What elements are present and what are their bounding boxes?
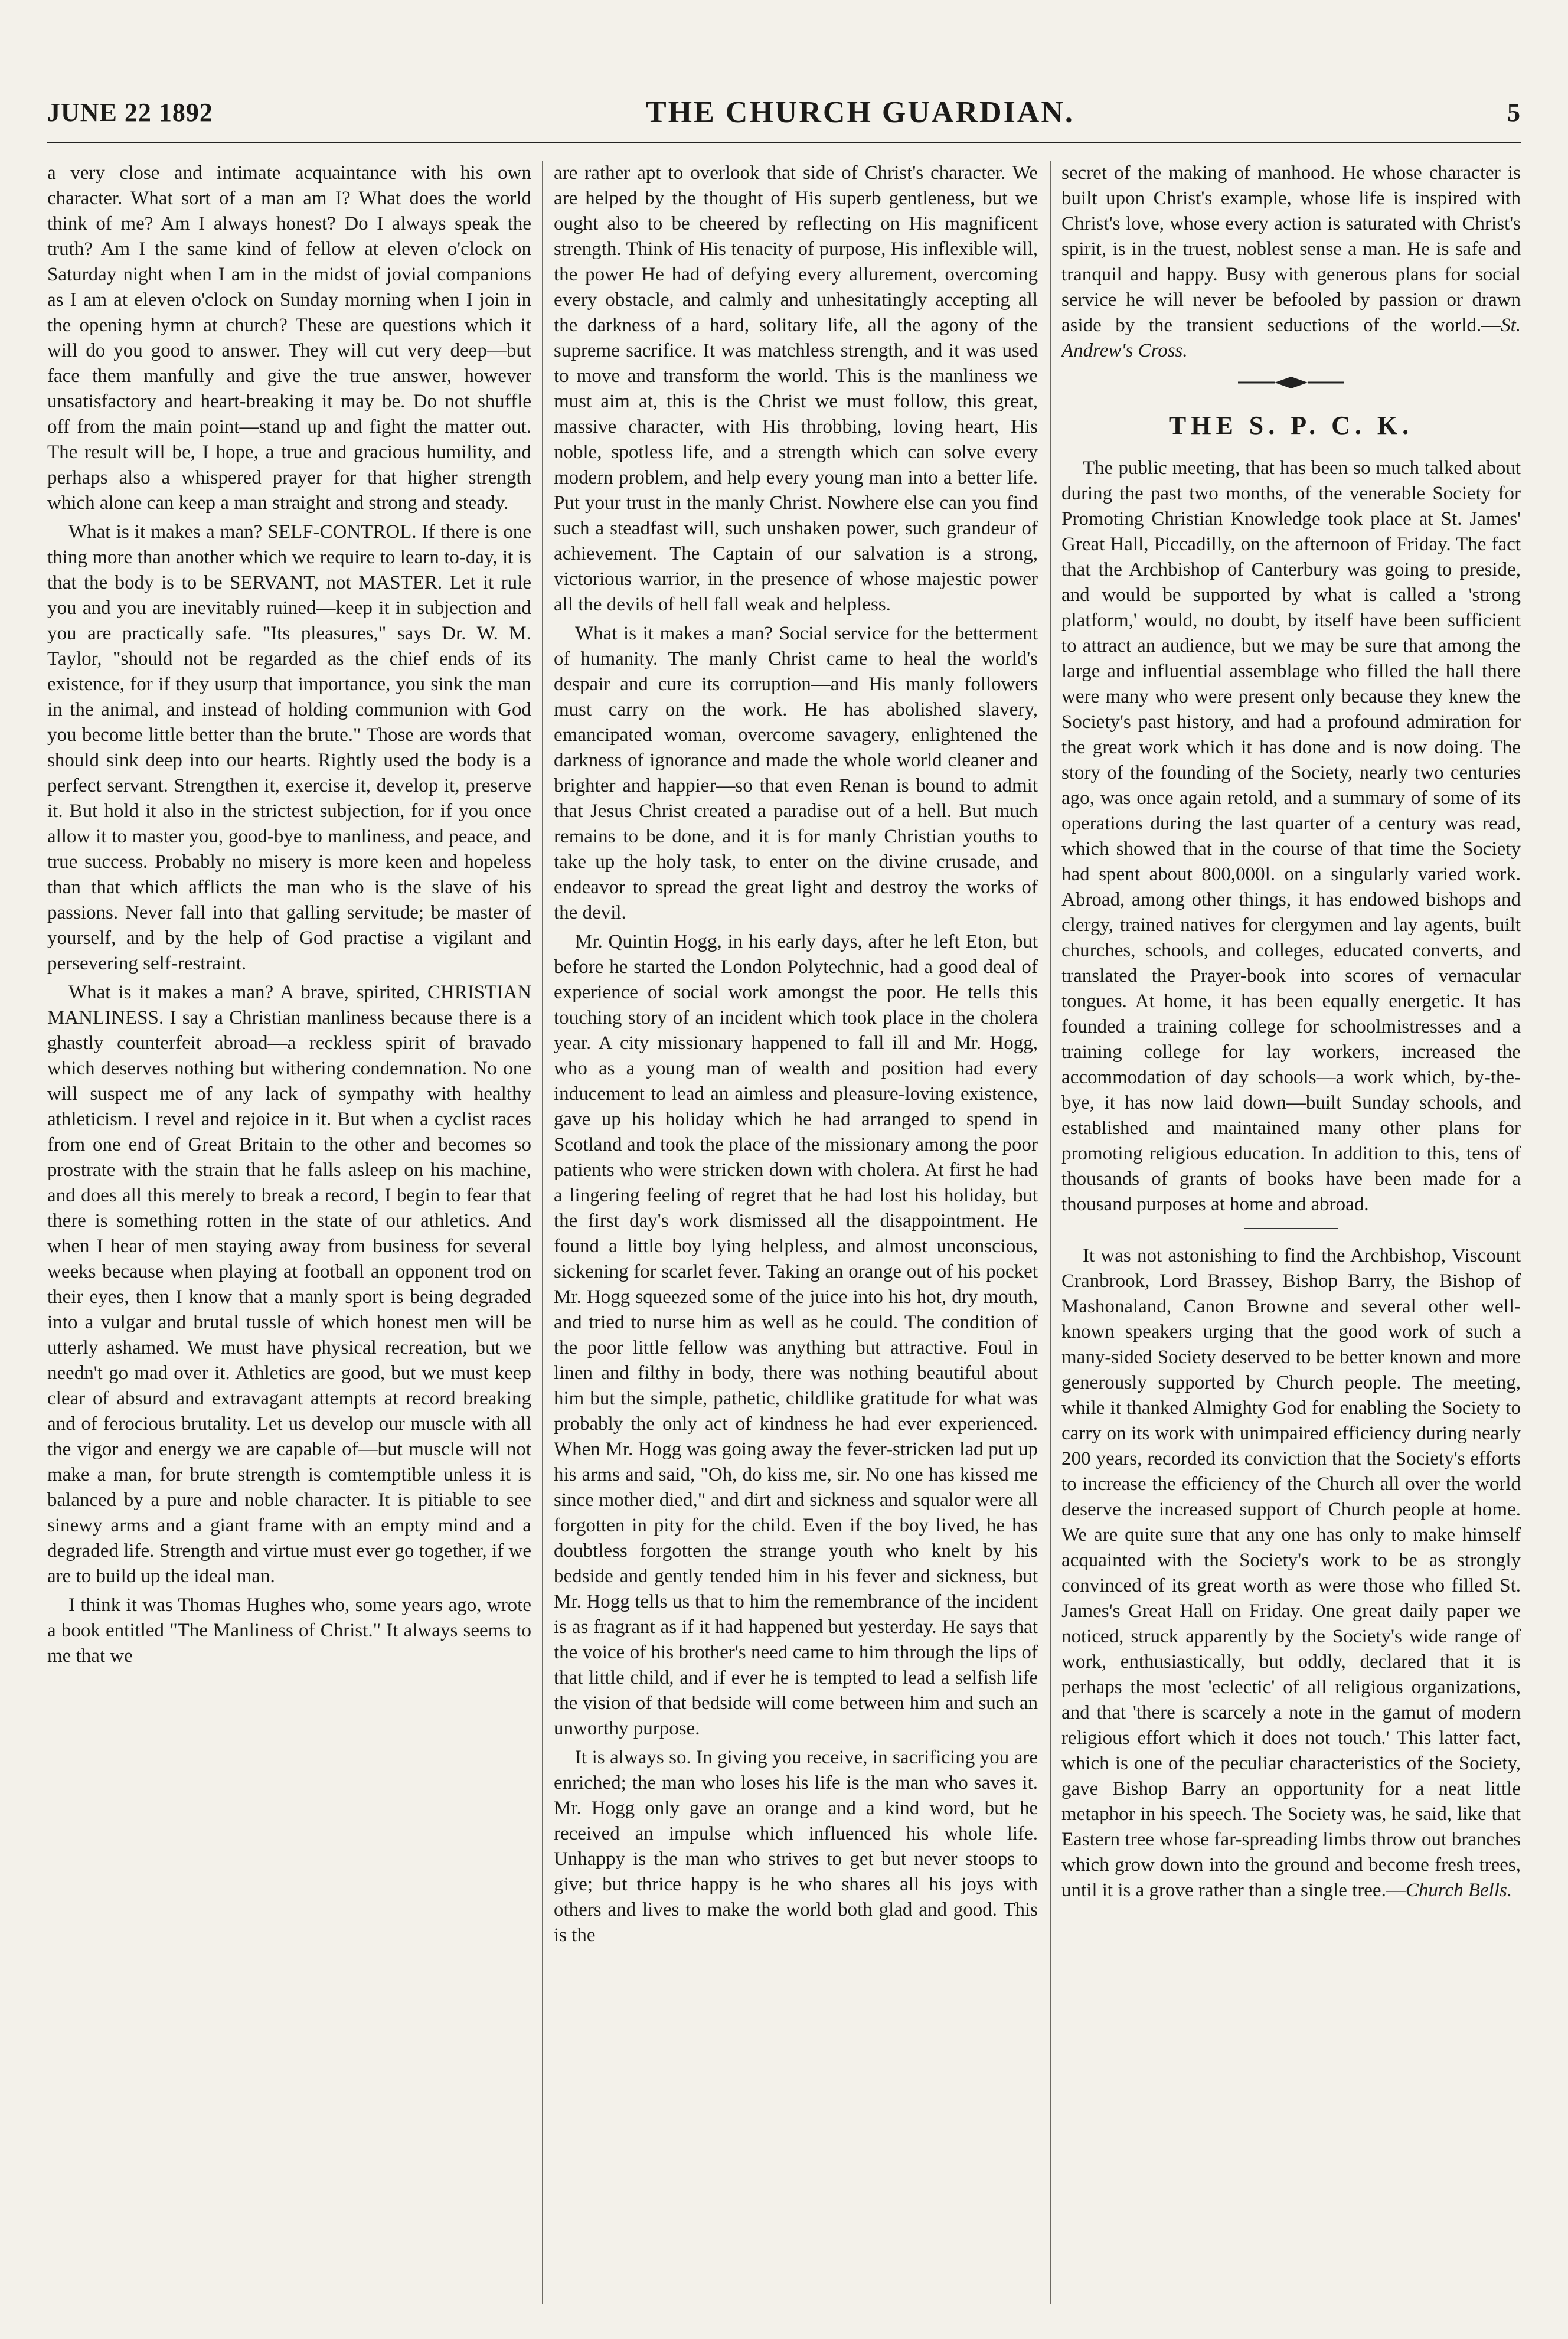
article-paragraph: It is always so. In giving you receive, in sacrificing you are enriched; the man who loses his life is the man who saves it. Mr. Hogg only gave an orange and a kind word, but he received an impulse which influenced his whole life. Unhappy is the man who strives to get but never stoops to give; but thrice happy is he who shares all his joys with others and lives to make the world both glad and good. This is the <box>554 1747 1038 1946</box>
ornament-divider-icon <box>1061 372 1521 397</box>
source-citation: St. Andrew's Cross. <box>1061 315 1521 361</box>
section-divider <box>1244 1228 1338 1229</box>
column-1 <box>47 161 531 2309</box>
article-paragraph: Mr. Quintin Hogg, in his early days, after he left Eton, but before he started the London Polytechnic, had a good deal of experience of social work amongst the poor. He tells this touching story of an incident which took place in the cholera year. A city missionary happened to fall ill and Mr. Hogg, who as a young man of wealth and position had every inducement to lead an aimless and pleasure-loving existence, gave up his holiday which he had arranged to spend in Scotland and took the place of the missionary among the poor patients who were stricken down with cholera. At first he had a lingering feeling of regret that he had lost his holiday, but the first day's work dismissed all the disappointment. He found a little boy lying helpless, and almost unconscious, sickening for scarlet fever. Taking an orange out of his pocket Mr. Hogg squeezed some of the juice into his hot, dry mouth, and tried to nurse him as well as he could. The condition of the poor little fellow was anything but attractive. Foul in linen and filthy in body, there was nothing beautiful about him but the simple, pathetic, childlike gratitude for what was probably the only act of kindness he had ever experienced. When Mr. Hogg was going away the fever-stricken lad put up his arms and said, "Oh, do kiss me, sir. No one has kissed me since mother died," and dirt and sickness and squalor were all forgotten in pity for the child. Even if the boy lived, he has doubtless forgotten the strange youth who knelt by his bedside and gently tended him in his fever and sickness, but Mr. Hogg tells us that to him the remembrance of the incident is as fragrant as if it had happened but yesterday. He says that the voice of his brother's need came to him through the lips of that little child, and if ever he is tempted to lead a selfish life the vision of that bedside will come between him and such an unworthy purpose. <box>554 931 1038 1739</box>
column-2 <box>554 161 1038 2309</box>
article-paragraph: The public meeting, that has been so much talked about during the past two months, of the venerable Society for Promoting Christian Knowledge took place at St. James' Great Hall, Piccadilly, on the afternoon of Friday. The fact that the Archbishop of Canterbury was going to preside, and would be supported by what is called a 'strong platform,' would, no doubt, by itself have been sufficient to attract an audience, but we may be sure that among the large and influential assemblage who filled the hall there were many who were present only because they knew the Society's past history, and had a profound admiration for the great work which it has done and is now doing. The story of the founding of the Society, nearly two centuries ago, was once again retold, and a summary of some of its operations during the last quarter of a century was read, which showed that in the course of that time the Society had spent about 800,000l. on a singularly varied work. Abroad, among other things, it has endowed bishops and clergy, trained natives for clergymen and lay agents, built churches, schools, and colleges, educated converts, and translated the Prayer-book into scores of vernacular tongues. At home, it has been equally energetic. It has founded a training college for schoolmistresses and a training college for lay workers, increased the accommodation of day schools—a work which, by-the-bye, it has now laid down—built Sunday schools, and established and maintained many other plans for promoting religious education. In addition to this, tens of thousands of grants of books have been made for a thousand purposes at home and abroad. <box>1061 458 1521 1215</box>
article-paragraph <box>1061 1243 1521 1903</box>
article-paragraph: What is it makes a man? Social service for the betterment of humanity. The manly Christ came to heal the world's despair and cure its corruption—and His manly followers must carry on the work. He has abolished slavery, emancipated woman, overcome savagery, enlightened the darkness of ignorance and made the whole world cleaner and brighter and happier—so that even Renan is bound to admit that Jesus Christ created a paradise out of a hell. But much remains to be done, and it is for manly Christian youths to take up the holy task, to enter on the divine crusade, and endeavor to spread the great light and destroy the works of the devil. <box>554 623 1038 923</box>
article-paragraph: are rather apt to overlook that side of Christ's character. We are helped by the thought of His superb gentleness, but we ought also to be cheered by reflecting on His magnificent strength. Think of His tenacity of purpose, His inflexible will, the power He had of defying every allurement, overcoming every obstacle, and calmly and unhesitatingly accepting all the darkness of a hard, solitary life, all the agony of the supreme sacrifice. It was matchless strength, and it was used to move and transform the world. This is the manliness we must aim at, this is the Christ we must follow, this great, massive character, with His throbbing, loving heart, His noble, spotless life, and a strength which can solve every modern problem, and help every young man into a better life. Put your trust in the manly Christ. Nowhere else can you find such a steadfast will, such unshaken power, such grandeur of achievement. The Captain of our salvation is a strong, victorious warrior, in the presence of whose majestic power all the devils of hell fall weak and helpless. <box>554 162 1038 615</box>
paragraph-text: secret of the making of manhood. He whose character is built upon Christ's example, whose life is inspired with Christ's love, whose every action is saturated with Christ's spirit, is in the truest, noblest sense a man. He is safe and tranquil and happy. Busy with generous plans for social service he will never be befooled by passion or drawn aside by the transient seductions of the world.— <box>1061 162 1521 336</box>
source-citation: Church Bells. <box>1405 1880 1513 1901</box>
column-3 <box>1061 161 1521 2309</box>
masthead <box>47 89 1521 136</box>
newspaper-title: THE CHURCH GUARDIAN. <box>645 95 1074 129</box>
article-paragraph: I think it was Thomas Hughes who, some years ago, wrote a book entitled "The Manliness of Christ." It always seems to me that we <box>47 1595 531 1667</box>
page-number: 5 <box>1507 97 1521 127</box>
issue-date: JUNE 22 1892 <box>47 97 213 127</box>
article-paragraph: a very close and intimate acquaintance with his own character. What sort of a man am I? What does the world think of me? Am I always honest? Do I always speak the truth? Am I the same kind of fellow at eleven o'clock on Saturday night when I am in the midst of jovial companions as I am at eleven o'clock on Sunday morning when I join in the opening hymn at church? These are questions which it will do you good to answer. They will cut very deep—but face them manfully and give the true answer, however unsatisfactory and heart-breaking it may be. Do not shuffle off from the main point—stand up and fight the matter out. The result will be, I hope, a true and gracious humility, and perhaps also a whispered prayer for that higher strength which alone can keep a man straight and strong and steady. <box>47 162 531 514</box>
column-divider <box>542 161 543 2304</box>
paragraph-text: It was not astonishing to find the Archbishop, Viscount Cranbrook, Lord Brassey, Bishop Barry, the Bishop of Mashonaland, Canon Browne and several other well-known speakers urging that the good work of such a many-sided Society deserved to be better known and more generously supported by Church people. The meeting, while it thanked Almighty God for enabling the Society to carry on its work with unimpaired efficiency during nearly 200 years, recorded its conviction that the Society's efforts to increase the efficiency of the Church all over the world deserve the increased support of Church people at home. We are quite sure that any one has only to make himself acquainted with the Society's work to be as strongly convinced of its great worth as were those who filled St. James's Great Hall on Friday. One great daily paper we noticed, struck apparently by the Society's wide range of work, enthusiastically, but oddly, declared that it is perhaps the most 'eclectic' of all religious organizations, and that 'there is scarcely a note in the gamut of modern religious effort which it does not touch.' This latter fact, which is one of the peculiar characteristics of the Society, gave Bishop Barry an opportunity for a neat little metaphor in his speech. The Society was, he said, like that Eastern tree whose far-spreading limbs throw out branches which grow down into the ground and become fresh trees, until it is a grove rather than a single tree.— <box>1061 1245 1521 1901</box>
header-rule <box>47 142 1521 143</box>
article-paragraph: What is it makes a man? SELF-CONTROL. If there is one thing more than another which we require to learn to-day, it is that the body is to be SERVANT, not MASTER. Let it rule you and you are inevitably ruined—keep it in subjection and you are practically safe. "Its pleasures," says Dr. W. M. Taylor, "should not be regarded as the chief ends of its existence, for if they usurp that importance, you sink the man in the animal, and instead of holding communion with God you become little better than the brute." Those are words that should sink deep into our hearts. Rightly used the body is a perfect servant. Strengthen it, exercise it, develop it, preserve it. But hold it also in the strictest subjection, for if you once allow it to master you, good-bye to manliness, and peace, and true success. Probably no misery is more keen and hopeless than that which afflicts the man who is the slave of his passions. Never fall into that galling servitude; be master of yourself, and by the help of God practise a vigilant and persevering self-restraint. <box>47 521 531 974</box>
article-paragraph <box>1061 161 1521 364</box>
section-heading: THE S. P. C. K. <box>1168 411 1414 440</box>
article-paragraph: What is it makes a man? A brave, spirited, CHRISTIAN MANLINESS. I say a Christian manliness because there is a ghastly counterfeit abroad—a reckless spirit of bravado which deserves nothing but withering condemnation. No one will suspect me of any lack of sympathy with healthy athleticism. I revel and rejoice in it. But when a cyclist races from one end of Great Britain to the other and becomes so prostrate with the strain that he falls asleep on his machine, and does all this merely to break a record, I begin to fear that there is something rotten in the state of our athletics. And when I hear of men staying away from business for several weeks because when playing at football an opponent trod on their eyes, then I know that a manly sport is being degraded into a vulgar and brutal tussle of which honest men will be utterly ashamed. We must have physical recreation, but we needn't go mad over it. Athletics are good, but we must keep clear of absurd and extravagant attempts at record breaking and of ferocious brutality. Let us develop our muscle with all the vigor and energy we are capable of—but muscle will not make a man, for brute strength is comtemptible unless it is balanced by a pure and noble character. It is pitiable to see sinewy arms and a giant frame with an empty mind and a degraded life. Strength and virtue must ever go together, if we are to build up the ideal man. <box>47 982 531 1587</box>
column-divider <box>1050 161 1051 2304</box>
